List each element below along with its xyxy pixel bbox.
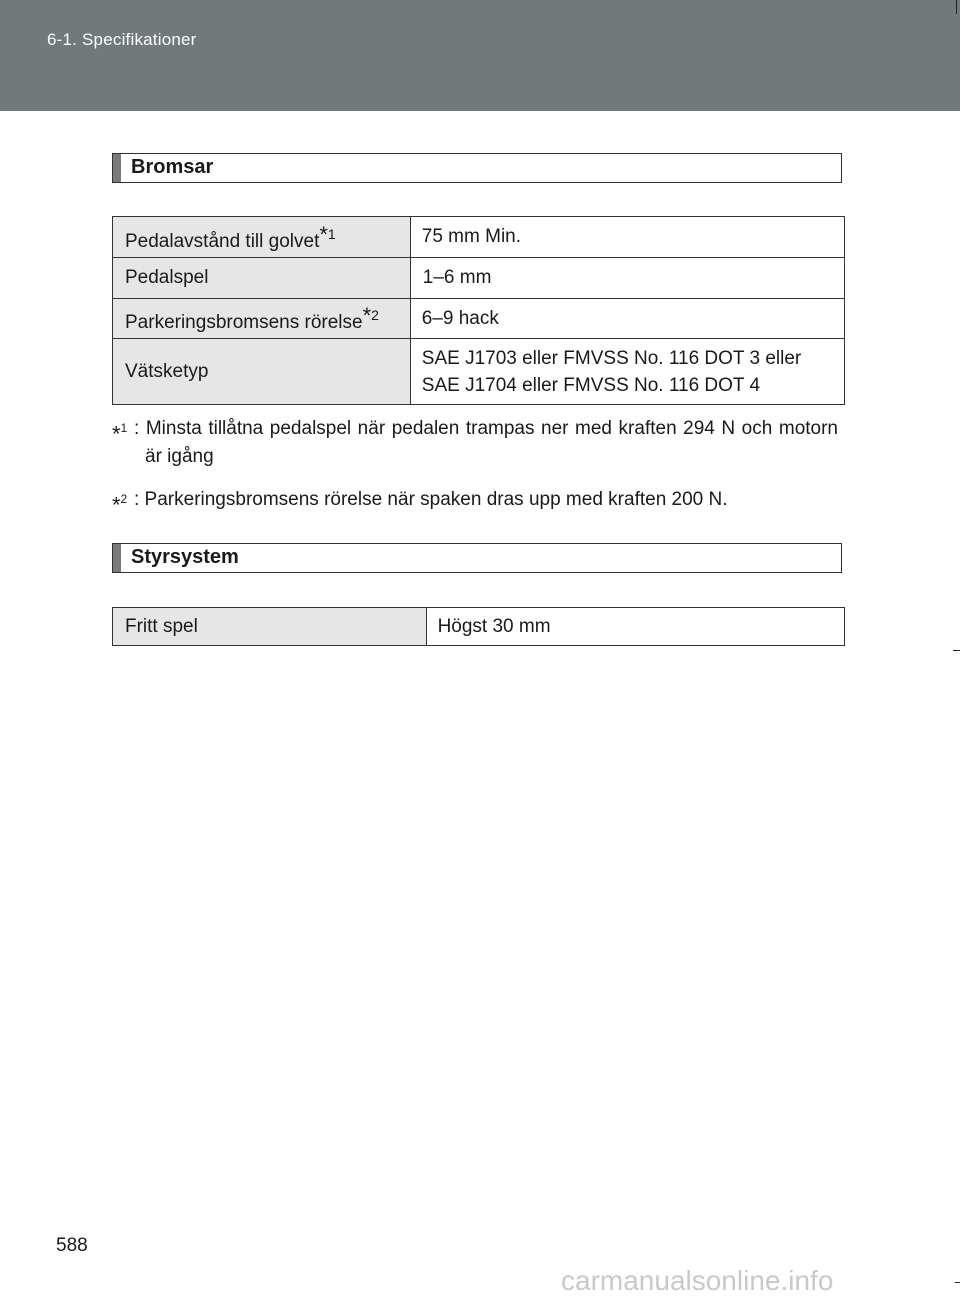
table-cell-label: Parkeringsbromsens rörelse$^{*2}$ xyxy=(113,299,411,339)
footnote-reference: *2 xyxy=(362,303,379,328)
crop-mark-top xyxy=(956,0,957,14)
table-cell-label: Pedalavstånd till golvet$^{*1}$ xyxy=(113,217,411,258)
table-row xyxy=(113,217,845,258)
table-row xyxy=(113,339,845,405)
table-row xyxy=(113,608,845,646)
table-cell-value: 1–6 mm xyxy=(410,258,844,299)
section-heading-bromsar xyxy=(112,153,842,183)
watermark: carmanualsonline.info xyxy=(561,1265,834,1296)
footnote-2 xyxy=(112,486,838,518)
table-cell-label: Pedalspel xyxy=(113,258,411,299)
table-cell-value xyxy=(410,339,844,405)
value-line: SAE J1704 eller FMVSS No. 116 DOT 4 xyxy=(421,374,761,396)
page-header xyxy=(0,0,960,111)
footnote-text: : Minsta tillåtna pedalspel när pedalen trampas ner med kraften 294 N och motorn är igång xyxy=(134,418,838,467)
crop-mark-mid xyxy=(953,650,960,651)
section-accent xyxy=(113,544,121,572)
section-heading-styrsystem xyxy=(112,543,842,573)
section-accent xyxy=(113,154,121,182)
crop-mark-bottom xyxy=(955,1282,960,1283)
section-title: Styrsystem xyxy=(131,546,239,568)
section-title: Bromsar xyxy=(131,156,214,178)
brake-spec-table xyxy=(112,216,845,405)
page-number: 588 xyxy=(56,1235,88,1256)
footnote-text: : Parkeringsbromsens rörelse när spaken dras upp med kraften 200 N. xyxy=(134,489,728,510)
footnote-reference: *1 xyxy=(319,221,336,247)
value-line: SAE J1703 eller FMVSS No. 116 DOT 3 eller xyxy=(421,347,802,369)
table-cell-value: 75 mm Min. xyxy=(410,217,844,258)
table-cell-label: Fritt spel xyxy=(113,608,427,646)
table-cell-label: Vätsketyp xyxy=(113,339,411,405)
table-cell-value: 6–9 hack xyxy=(410,299,844,339)
table-row xyxy=(113,299,845,339)
footnote-1 xyxy=(112,415,838,471)
table-row xyxy=(113,258,845,299)
footnote-marker: *$^1$ xyxy=(112,421,128,447)
table-cell-value: Högst 30 mm xyxy=(426,608,844,646)
chapter-title: 6-1. Specifikationer xyxy=(47,30,197,49)
steering-spec-table xyxy=(112,607,845,646)
footnote-marker: *$^2$ xyxy=(112,492,128,518)
